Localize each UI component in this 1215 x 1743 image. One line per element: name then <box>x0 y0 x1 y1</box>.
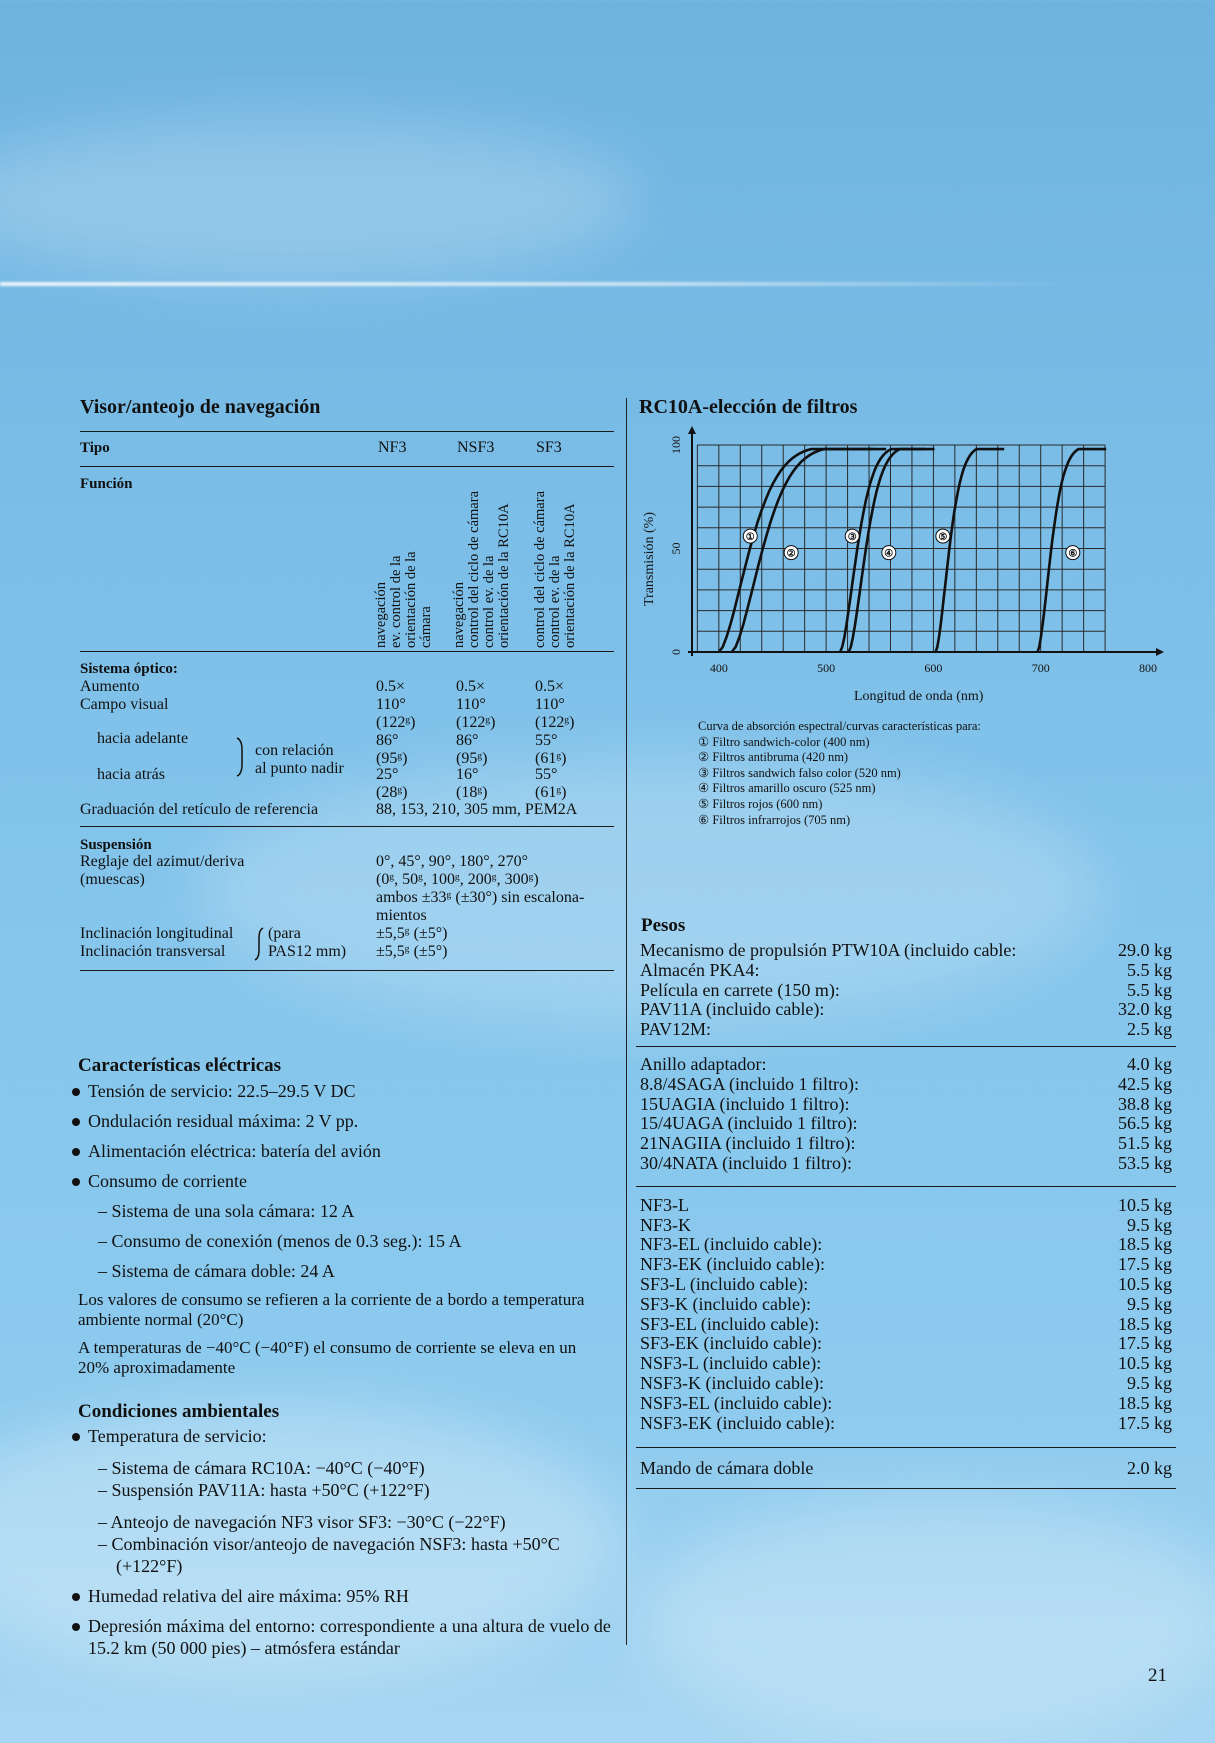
x-axis-arrow <box>1156 648 1164 656</box>
weight-value: 29.0 kg <box>1118 940 1172 960</box>
weight-row <box>640 1020 1172 1040</box>
temp-dash: – Anteojo de navegación NF3 visor SF3: −30°C (−22°F) <box>98 1512 506 1532</box>
weight-row <box>640 1459 1172 1479</box>
weight-row <box>640 1055 1172 1075</box>
sf3-adelante: 55° <box>535 732 558 749</box>
reglaje-value-1: 0°, 45°, 90°, 180°, 270° <box>376 853 528 870</box>
weight-row <box>640 1075 1172 1095</box>
funcion-sf3-line2: control ev. de la <box>547 555 563 648</box>
para-label: (para <box>268 925 301 942</box>
pesos-group-4 <box>640 1459 1172 1479</box>
consumo-note-2: A temperaturas de −40°C (−40°F) el consumo de corriente se eleva en un 20% aproximadamente <box>78 1338 577 1377</box>
weight-row <box>640 1196 1172 1216</box>
weight-row <box>640 1216 1172 1236</box>
weight-value: 10.5 kg <box>1118 1194 1172 1215</box>
ambientales-list <box>70 1425 622 1659</box>
weight-item: Mando de cámara doble <box>640 1458 814 1479</box>
temp-dash: – Suspensión PAV11A: hasta +50°C (+122°F) <box>98 1480 430 1500</box>
weight-value: 17.5 kg <box>1118 1254 1172 1275</box>
visor-funcion-rule <box>80 651 614 652</box>
incl-long-label: Inclinación longitudinal <box>80 925 234 942</box>
weight-value: 51.5 kg <box>1118 1133 1172 1154</box>
bullet-dot <box>72 1178 80 1186</box>
weight-item: NSF3-K (incluido cable): <box>640 1372 824 1393</box>
weight-value: 2.0 kg <box>1127 1458 1172 1479</box>
ambientales-bullet <box>70 1425 622 1447</box>
chart-curves <box>719 449 1106 652</box>
weight-item: NSF3-L (incluido cable): <box>640 1353 822 1374</box>
weight-row <box>640 1315 1172 1335</box>
weight-value: 18.5 kg <box>1118 1234 1172 1255</box>
legend-item-6: ⑥ Filtros infrarrojos (705 nm) <box>698 812 851 827</box>
weight-value: 9.5 kg <box>1127 1214 1172 1235</box>
weight-item: 15/4UAGA (incluido 1 filtro): <box>640 1113 858 1134</box>
y-tick-label: 100 <box>669 436 683 454</box>
funcion-nsf3-line2: control del ciclo de cámara <box>466 490 482 648</box>
inclinacion-bracket <box>254 926 266 962</box>
electricas-bullet <box>70 1140 620 1162</box>
curve-label: ① <box>745 532 755 544</box>
tipo-label: Tipo <box>80 440 110 456</box>
electricas-bullet <box>70 1110 620 1132</box>
humedad-text: Humedad relativa del aire máxima: 95% RH <box>88 1586 409 1606</box>
weight-item: Almacén PKA4: <box>640 959 760 980</box>
weight-value: 9.5 kg <box>1127 1293 1172 1314</box>
pesos-rule <box>636 1186 1176 1187</box>
visor-top-rule <box>80 431 614 432</box>
nsf3-campo: 110° <box>456 696 486 713</box>
aumento-label: Aumento <box>80 678 140 695</box>
weight-value: 17.5 kg <box>1118 1412 1172 1433</box>
curve-label: ⑤ <box>938 532 948 544</box>
weight-item: SF3-L (incluido cable): <box>640 1273 809 1294</box>
legend-item-1: ① Filtro sandwich-color (400 nm) <box>698 734 870 749</box>
y-tick-label: 50 <box>669 542 683 555</box>
filter-legend <box>698 719 1128 828</box>
bullet-dot <box>72 1088 80 1096</box>
temperatura-text: Temperatura de servicio: <box>88 1426 267 1446</box>
nsf3-atras: 16° <box>456 766 479 783</box>
temp-dash: – Sistema de cámara RC10A: −40°C (−40°F) <box>98 1458 425 1478</box>
bullet-dot <box>72 1118 80 1126</box>
atras-label: hacia atrás <box>97 766 165 783</box>
weight-item: 8.8/4SAGA (incluido 1 filtro): <box>640 1073 859 1094</box>
nf3-campo-g: (122ᵍ) <box>376 714 416 731</box>
weight-item: NF3-K <box>640 1214 692 1235</box>
weight-value: 9.5 kg <box>1127 1372 1172 1393</box>
funcion-nf3-line2: ev. control de la <box>388 555 404 648</box>
reglaje-label: Reglaje del azimut/deriva <box>80 853 245 870</box>
ambientales-title: Condiciones ambientales <box>78 1401 280 1422</box>
visor-tipo-rule <box>80 466 614 467</box>
visor-optico-rule <box>80 826 614 827</box>
weight-value: 18.5 kg <box>1118 1392 1172 1413</box>
nf3-atras: 25° <box>376 766 399 783</box>
x-tick-label: 700 <box>1031 661 1050 675</box>
incl-trans-label: Inclinación transversal <box>80 943 226 960</box>
funcion-nf3-line1: navegación <box>373 581 389 648</box>
weight-row <box>640 1374 1172 1394</box>
funcion-sf3-line3: orientación de la RC10A <box>562 503 578 648</box>
weight-value: 53.5 kg <box>1118 1152 1172 1173</box>
x-tick-label: 800 <box>1139 661 1157 675</box>
legend-item-5: ⑤ Filtros rojos (600 nm) <box>698 796 823 811</box>
weight-item: SF3-EL (incluido cable): <box>640 1313 820 1334</box>
ambientales-bullet <box>70 1615 622 1659</box>
column-divider <box>626 398 627 1645</box>
weight-value: 56.5 kg <box>1118 1113 1172 1134</box>
y-axis-arrow <box>688 426 696 434</box>
bullet-dot <box>72 1623 80 1631</box>
curve-label: ④ <box>884 548 894 560</box>
sf3-adelante-g: (61ᵍ) <box>535 750 567 767</box>
pesos-rule <box>636 1447 1176 1448</box>
weight-item: NF3-L <box>640 1194 689 1215</box>
weight-value: 10.5 kg <box>1118 1273 1172 1294</box>
visor-title: Visor/anteojo de navegación <box>80 396 321 418</box>
campo-label: Campo visual <box>80 696 169 713</box>
bullet-dot <box>72 1433 80 1441</box>
weight-row <box>640 1134 1172 1154</box>
weight-value: 38.8 kg <box>1118 1093 1172 1114</box>
weight-row <box>640 961 1172 981</box>
weight-row <box>640 1000 1172 1020</box>
weight-value: 32.0 kg <box>1118 999 1172 1020</box>
chart-ylabel: Transmisión (%) <box>642 512 657 606</box>
nf3-atras-g: (28ᵍ) <box>376 784 408 801</box>
funcion-nf3-line3: orientación de la <box>403 551 419 648</box>
sf3-campo-g: (122ᵍ) <box>535 714 575 731</box>
legend-item-3: ③ Filtros sandwich falso color (520 nm) <box>698 765 901 780</box>
incl-value-2: ±5,5ᵍ (±5°) <box>376 943 448 960</box>
weight-value: 10.5 kg <box>1118 1353 1172 1374</box>
consumo-dash: – Sistema de cámara doble: 24 A <box>98 1261 335 1281</box>
page-number: 21 <box>1148 1665 1167 1686</box>
weight-item: PAV12M: <box>640 1019 712 1040</box>
weight-item: SF3-EK (incluido cable): <box>640 1333 822 1354</box>
weight-row <box>640 1154 1172 1174</box>
chart-grid <box>688 426 1164 656</box>
funcion-nf3-line4: cámara <box>418 606 434 648</box>
reglaje-value-2: (0ᵍ, 50ᵍ, 100ᵍ, 200ᵍ, 300ᵍ) <box>376 871 539 888</box>
adelante-label: hacia adelante <box>97 730 189 747</box>
nsf3-adelante: 86° <box>456 732 479 749</box>
legend-heading: Curva de absorción espectral/curvas características para: <box>698 719 981 733</box>
pesos-title: Pesos <box>641 915 686 936</box>
consumo-dash: – Consumo de conexión (menos de 0.3 seg.): 15 A <box>98 1231 462 1251</box>
weight-item: 15UAGIA (incluido 1 filtro): <box>640 1093 850 1114</box>
background-cloud <box>640 1500 1215 1740</box>
nsf3-aumento: 0.5× <box>456 678 486 695</box>
reglaje-value-3: ambos ±33ᵍ (±30°) sin escalona- <box>376 889 585 906</box>
filter-chart <box>632 420 1172 720</box>
type-nf3: NF3 <box>378 439 407 456</box>
weight-value: 4.0 kg <box>1127 1053 1172 1074</box>
pesos-group-3 <box>640 1196 1172 1434</box>
funcion-nsf3-line1: navegación <box>451 581 467 648</box>
weight-item: Mecanismo de propulsión PTW10A (incluido cable: <box>640 940 1017 960</box>
weight-row <box>640 1354 1172 1374</box>
x-tick-label: 400 <box>709 661 728 675</box>
sf3-campo: 110° <box>535 696 565 713</box>
funcion-sf3-line1: control del ciclo de cámara <box>532 490 548 648</box>
nf3-campo: 110° <box>376 696 406 713</box>
chart-xlabel: Longitud de onda (nm) <box>854 689 984 704</box>
weight-item: NF3-EL (incluido cable): <box>640 1234 823 1255</box>
weight-row <box>640 1114 1172 1134</box>
nsf3-adelante-g: (95ᵍ) <box>456 750 488 767</box>
bullet-dot <box>72 1148 80 1156</box>
weight-item: PAV11A (incluido cable): <box>640 999 825 1020</box>
adelante-atras-bracket <box>234 736 248 778</box>
relacion-line2: al punto nadir <box>255 760 344 777</box>
funcion-label: Función <box>80 476 133 492</box>
funcion-nsf3-line3: control ev. de la <box>481 555 497 648</box>
weight-item: Película en carrete (150 m): <box>640 979 840 1000</box>
depresion-text: Depresión máxima del entorno: correspondiente a una altura de vuelo de 15.2 km (50 000 pies) – atmósfera estándar <box>88 1616 611 1658</box>
nf3-adelante-g: (95ᵍ) <box>376 750 408 767</box>
horizon-streak <box>0 282 1080 286</box>
nf3-adelante: 86° <box>376 732 399 749</box>
electricas-title: Características eléctricas <box>78 1055 282 1076</box>
sf3-aumento: 0.5× <box>535 678 565 695</box>
weight-row <box>640 1394 1172 1414</box>
nsf3-atras-g: (18ᵍ) <box>456 784 488 801</box>
weight-item: SF3-K (incluido cable): <box>640 1293 811 1314</box>
pesos-group-1 <box>640 941 1172 1040</box>
pesos-table <box>640 941 1172 1489</box>
electricas-list <box>70 1080 620 1378</box>
visor-bottom-rule <box>80 970 614 971</box>
legend-item-2: ② Filtros antibruma (420 nm) <box>698 750 849 765</box>
filter-curve-5 <box>936 449 1005 652</box>
weight-row <box>640 1334 1172 1354</box>
reglaje-value-4: mientos <box>376 907 427 924</box>
curve-label: ⑥ <box>1068 548 1078 560</box>
weight-row <box>640 941 1172 961</box>
type-sf3: SF3 <box>536 439 562 456</box>
sf3-atras: 55° <box>535 766 558 783</box>
weight-row <box>640 1414 1172 1434</box>
weight-row <box>640 1295 1172 1315</box>
weight-value: 5.5 kg <box>1127 979 1172 1000</box>
weight-value: 18.5 kg <box>1118 1313 1172 1334</box>
x-tick-label: 500 <box>817 661 836 675</box>
weight-row <box>640 1255 1172 1275</box>
tension-text: Tensión de servicio: 22.5–29.5 V DC <box>88 1081 356 1101</box>
electricas-bullet <box>70 1170 620 1192</box>
sf3-atras-g: (61ᵍ) <box>535 784 567 801</box>
curve-label: ② <box>786 548 796 560</box>
electricas-bullet <box>70 1080 620 1102</box>
weight-value: 5.5 kg <box>1127 959 1172 980</box>
bullet-dot <box>72 1593 80 1601</box>
alimentacion-text: Alimentación eléctrica: batería del avión <box>88 1141 381 1161</box>
reglaje-label-2: (muescas) <box>80 871 145 888</box>
nsf3-campo-g: (122ᵍ) <box>456 714 496 731</box>
graduacion-label: Graduación del retículo de referencia <box>80 801 319 818</box>
filter-curve-2 <box>732 449 887 652</box>
curve-label: ③ <box>847 532 857 544</box>
weight-row <box>640 1095 1172 1115</box>
weight-item: 30/4NATA (incluido 1 filtro): <box>640 1152 853 1173</box>
consumo-text: Consumo de corriente <box>88 1171 247 1191</box>
consumo-note-1: Los valores de consumo se refieren a la corriente de a bordo a temperatura ambiente normal (20°C) <box>78 1290 585 1329</box>
ambientales-bullet <box>70 1585 622 1607</box>
optico-heading: Sistema óptico: <box>80 661 178 677</box>
pesos-rule <box>636 1046 1176 1047</box>
weight-item: 21NAGIIA (incluido 1 filtro): <box>640 1133 856 1154</box>
nf3-aumento: 0.5× <box>376 678 406 695</box>
pas-label: PAS12 mm) <box>268 943 347 960</box>
weight-item: NSF3-EL (incluido cable): <box>640 1392 833 1413</box>
filtros-title: RC10A-elección de filtros <box>639 396 858 418</box>
type-nsf3: NSF3 <box>457 439 495 456</box>
incl-value-1: ±5,5ᵍ (±5°) <box>376 925 448 942</box>
weight-row <box>640 1235 1172 1255</box>
x-tick-label: 600 <box>924 661 943 675</box>
weight-value: 2.5 kg <box>1127 1019 1172 1040</box>
funcion-nsf3-line4: orientación de la RC10A <box>496 503 512 648</box>
pesos-group-2 <box>640 1055 1172 1174</box>
ondulacion-text: Ondulación residual máxima: 2 V pp. <box>88 1111 359 1131</box>
suspension-heading: Suspensión <box>80 837 152 853</box>
temp-dash: – Combinación visor/anteojo de navegación NSF3: hasta +50°C (+122°F) <box>98 1534 560 1576</box>
pesos-rule <box>636 1488 1176 1489</box>
weight-item: NSF3-EK (incluido cable): <box>640 1412 835 1433</box>
relacion-line1: con relación <box>255 742 334 759</box>
graduacion-value: 88, 153, 210, 305 mm, PEM2A <box>376 801 578 818</box>
legend-item-4: ④ Filtros amarillo oscuro (525 nm) <box>698 781 876 796</box>
consumo-dash: – Sistema de una sola cámara: 12 A <box>98 1201 355 1221</box>
y-tick-label: 0 <box>669 649 683 655</box>
weight-item: NF3-EK (incluido cable): <box>640 1254 825 1275</box>
background-cloud <box>0 120 640 280</box>
weight-row <box>640 981 1172 1001</box>
weight-row <box>640 1275 1172 1295</box>
weight-value: 42.5 kg <box>1118 1073 1172 1094</box>
weight-item: Anillo adaptador: <box>640 1053 767 1074</box>
weight-value: 17.5 kg <box>1118 1333 1172 1354</box>
